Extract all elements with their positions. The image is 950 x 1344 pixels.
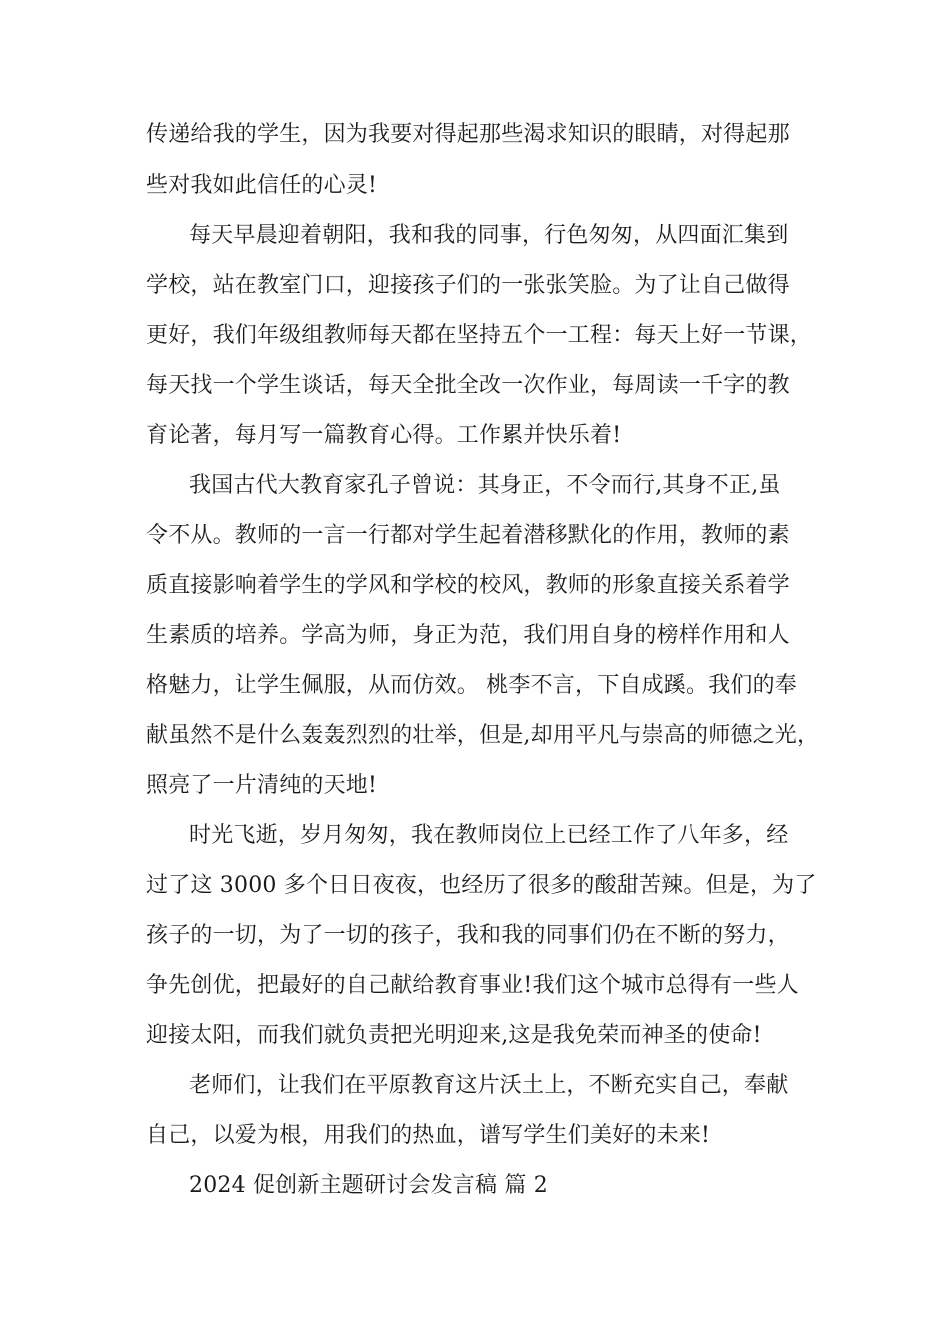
text-line: 迎接太阳，而我们就负责把光明迎来,这是我免荣而神圣的使命!	[146, 1023, 762, 1048]
text-line: 过了这 3000 多个日日夜夜，也经历了很多的酸甜苦辣。但是，为了	[146, 873, 817, 898]
text-line: 每天找一个学生谈话，每天全批全改一次作业，每周读一千字的教	[146, 373, 790, 398]
paragraph-first-line: 每天早晨迎着朝阳，我和我的同事，行色匆匆，从四面汇集到	[189, 223, 789, 248]
text-line: 育论著，每月写一篇教育心得。工作累并快乐着!	[146, 423, 622, 448]
text-line: 学校，站在教室门口，迎接孩子们的一张张笑脸。为了让自己做得	[146, 273, 790, 298]
text-line: 传递给我的学生，因为我要对得起那些渴求知识的眼睛，对得起那	[146, 122, 790, 147]
text-line: 生素质的培养。学高为师，身正为范，我们用自身的榜样作用和人	[146, 623, 790, 648]
text-line: 更好，我们年级组教师每天都在坚持五个一工程：每天上好一节课，	[146, 323, 813, 348]
text-line: 格魅力，让学生佩服，从而仿效。 桃李不言，下自成蹊。我们的奉	[146, 673, 797, 698]
text-line: 孩子的一切，为了一切的孩子，我和我的同事们仍在不断的努力，	[146, 923, 790, 948]
text-line: 献虽然不是什么轰轰烈烈的壮举，但是,却用平凡与崇高的师德之光，	[146, 723, 820, 748]
text-line: 照亮了一片清纯的天地!	[146, 773, 378, 798]
text-line: 质直接影响着学生的学风和学校的校风，教师的形象直接关系着学	[146, 573, 790, 598]
text-line: 令不从。教师的一言一行都对学生起着潜移默化的作用，教师的素	[146, 523, 790, 548]
paragraph-first-line: 时光飞逝，岁月匆匆，我在教师岗位上已经工作了八年多，经	[189, 823, 789, 848]
text-line: 自己，以爱为根，用我们的热血，谱写学生们美好的未来!	[146, 1123, 711, 1148]
text-line: 些对我如此信任的心灵!	[146, 173, 378, 198]
paragraph-first-line: 老师们，让我们在平原教育这片沃土上，不断充实自己，奉献	[189, 1073, 789, 1098]
text-line: 争先创优，把最好的自己献给教育事业!我们这个城市总得有一些人	[146, 973, 799, 998]
paragraph-first-line: 我国古代大教育家孔子曾说：其身正，不令而行,其身不正,虽	[189, 473, 781, 498]
section-heading: 2024 促创新主题研讨会发言稿 篇 2	[189, 1173, 548, 1198]
